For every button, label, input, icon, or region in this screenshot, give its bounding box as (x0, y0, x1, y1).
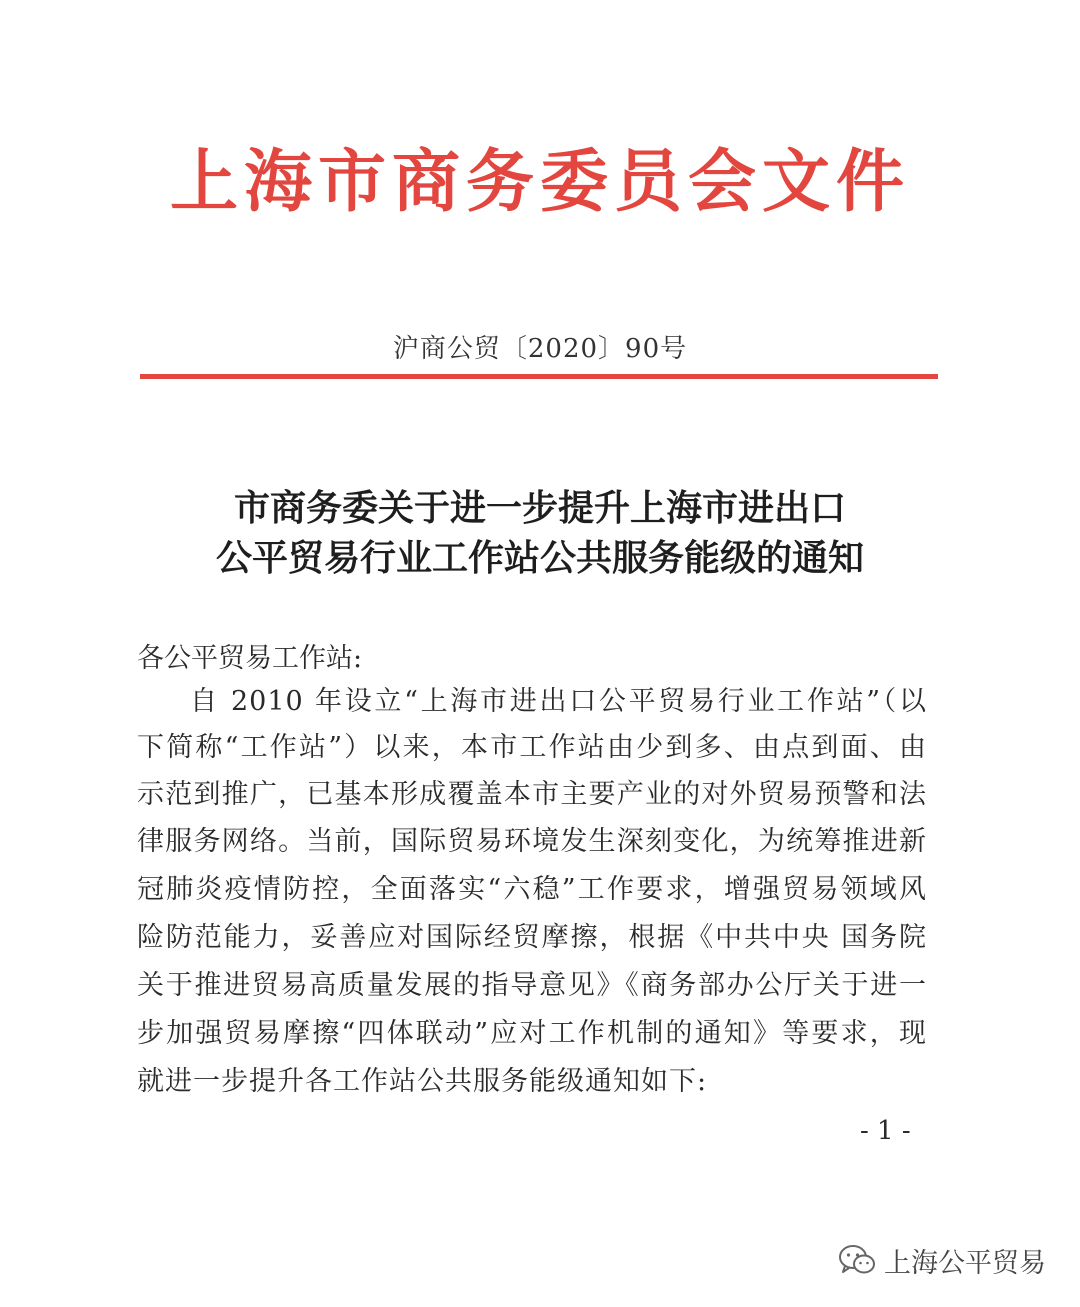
salutation: 各公平贸易工作站: (137, 643, 363, 674)
watermark (838, 1240, 1046, 1280)
wechat-icon (838, 1243, 876, 1277)
body-line: 关于推进贸易高质量发展的指导意见》《商务部办公厅关于进一 (137, 970, 927, 1001)
body-line: 步加强贸易摩擦“四体联动”应对工作机制的通知》等要求，现 (137, 1018, 927, 1049)
body-line: 就进一步提升各工作站公共服务能级通知如下: (137, 1066, 708, 1097)
notice-title-line-1: 市商务委关于进一步提升上海市进出口 (233, 487, 846, 529)
body-line: 自 2010 年设立“上海市进出口公平贸易行业工作站”（以 (190, 686, 927, 717)
body-line: 示范到推广，已基本形成覆盖本市主要产业的对外贸易预警和法 (137, 779, 927, 810)
body-line: 律服务网络。当前，国际贸易环境发生深刻变化，为统筹推进新 (137, 826, 927, 857)
document-number: 沪商公贸〔2020〕90号 (392, 334, 688, 364)
body-line: 冠肺炎疫情防控，全面落实“六稳”工作要求，增强贸易领域风 (137, 874, 927, 905)
body-line: 下简称“工作站”）以来，本市工作站由少到多、由点到面、由 (137, 732, 927, 763)
watermark-text: 上海公平贸易 (884, 1247, 1046, 1279)
page-number: - 1 - (860, 1116, 911, 1146)
body-line: 险防范能力，妥善应对国际经贸摩擦，根据《中共中央 国务院 (137, 922, 927, 953)
red-divider (140, 374, 938, 379)
notice-title-line-2: 公平贸易行业工作站公共服务能级的通知 (215, 537, 864, 579)
document-header-title: 上海市商务委员会文件 (169, 142, 910, 222)
